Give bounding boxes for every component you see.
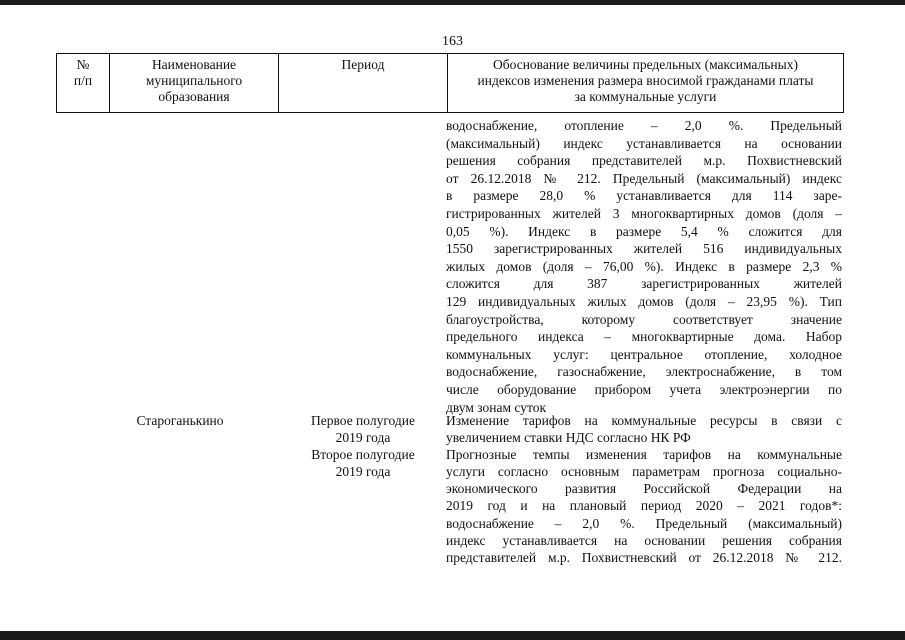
- text-line: (максимальный) индекс устанавливается на основании: [446, 135, 842, 151]
- municipality-name: Староганькино: [136, 413, 224, 428]
- text-line: предельного индекса – многоквартирные дома. Набор: [446, 329, 842, 345]
- period-line: Первое полугодие: [311, 413, 415, 428]
- text-line: 129 индивидуальных жилых домов (доля – 23,95 %). Тип: [446, 293, 842, 309]
- header-line: за коммунальные услуги: [574, 89, 717, 105]
- text-line: индекс устанавливается на основании решения собрания: [446, 532, 842, 548]
- text-line: коммунальных услуг: центральное отопление, холодное: [446, 346, 842, 362]
- bottom-scan-border: [0, 631, 905, 640]
- text-line: представителей м.р. Похвистневский от 26.12.2018 № 212.: [446, 549, 842, 565]
- header-number-column: [57, 54, 110, 113]
- text-line: числе оборудование прибором учета электроэнергии по: [446, 381, 842, 397]
- period-cell: [283, 412, 443, 480]
- basis-cell: [446, 412, 842, 566]
- header-period-column: [279, 54, 448, 113]
- text-line: услуги согласно основным параметрам прогноза социально-: [446, 464, 842, 480]
- header-line: муниципального: [145, 73, 243, 89]
- text-line: Изменение тарифов на коммунальные ресурсы в связи с: [446, 413, 842, 428]
- top-scan-border: [0, 0, 905, 5]
- page-number: 163: [442, 34, 463, 49]
- text-line: решения собрания представителей м.р. Похвистневский: [446, 153, 842, 169]
- header-line: Наименование: [151, 57, 237, 72]
- text-line: водоснабжение, газоснабжение, электроснабжение, в том: [446, 364, 842, 380]
- header-line: п/п: [73, 73, 93, 89]
- text-line: 1550 зарегистрированных жителей 516 индивидуальных: [446, 241, 842, 257]
- text-line: сложится для 387 зарегистрированных жителей: [446, 276, 842, 292]
- period-line: 2019 года: [335, 430, 391, 445]
- text-line: водоснабжение – 2,0 %. Предельный (максимальный): [446, 515, 842, 531]
- text-line: увеличением ставки НДС согласно НК РФ: [446, 430, 691, 446]
- header-line: индексов изменения размера вносимой гражданами платы: [477, 73, 814, 89]
- header-line: Период: [341, 57, 385, 72]
- text-line: 2019 год и на плановый период 2020 – 2021 годов*:: [446, 498, 842, 514]
- header-line: Обоснование величины предельных (максимальных): [493, 57, 798, 72]
- text-line: гистрированных жителей 3 многоквартирных домов (доля –: [446, 205, 842, 221]
- text-line: водоснабжение, отопление – 2,0 %. Предельный: [446, 118, 842, 133]
- header-municipality-column: [110, 54, 279, 113]
- text-line: экономического развития Российской Федерации на: [446, 481, 842, 497]
- text-line: от 26.12.2018 № 212. Предельный (максимальный) индекс: [446, 170, 842, 186]
- header-basis-column: [448, 54, 844, 113]
- text-line: 0,05 %). Индекс в размере 5,4 % сложится для: [446, 223, 842, 239]
- text-line: Прогнозные темпы изменения тарифов на коммунальные: [446, 447, 842, 463]
- period-line: 2019 года: [335, 464, 391, 479]
- previous-row-basis-text: [446, 117, 842, 416]
- text-line: благоустройства, которому соответствует значение: [446, 311, 842, 327]
- period-line: Второе полугодие: [311, 447, 415, 462]
- text-line: в размере 28,0 % устанавливается для 114 заре-: [446, 188, 842, 204]
- header-line: образования: [158, 89, 230, 105]
- table-header: [56, 53, 844, 113]
- header-line: №: [76, 57, 90, 72]
- text-line: двум зонам суток: [446, 399, 547, 415]
- text-line: жилых домов (доля – 76,00 %). Индекс в размере 2,3 %: [446, 258, 842, 274]
